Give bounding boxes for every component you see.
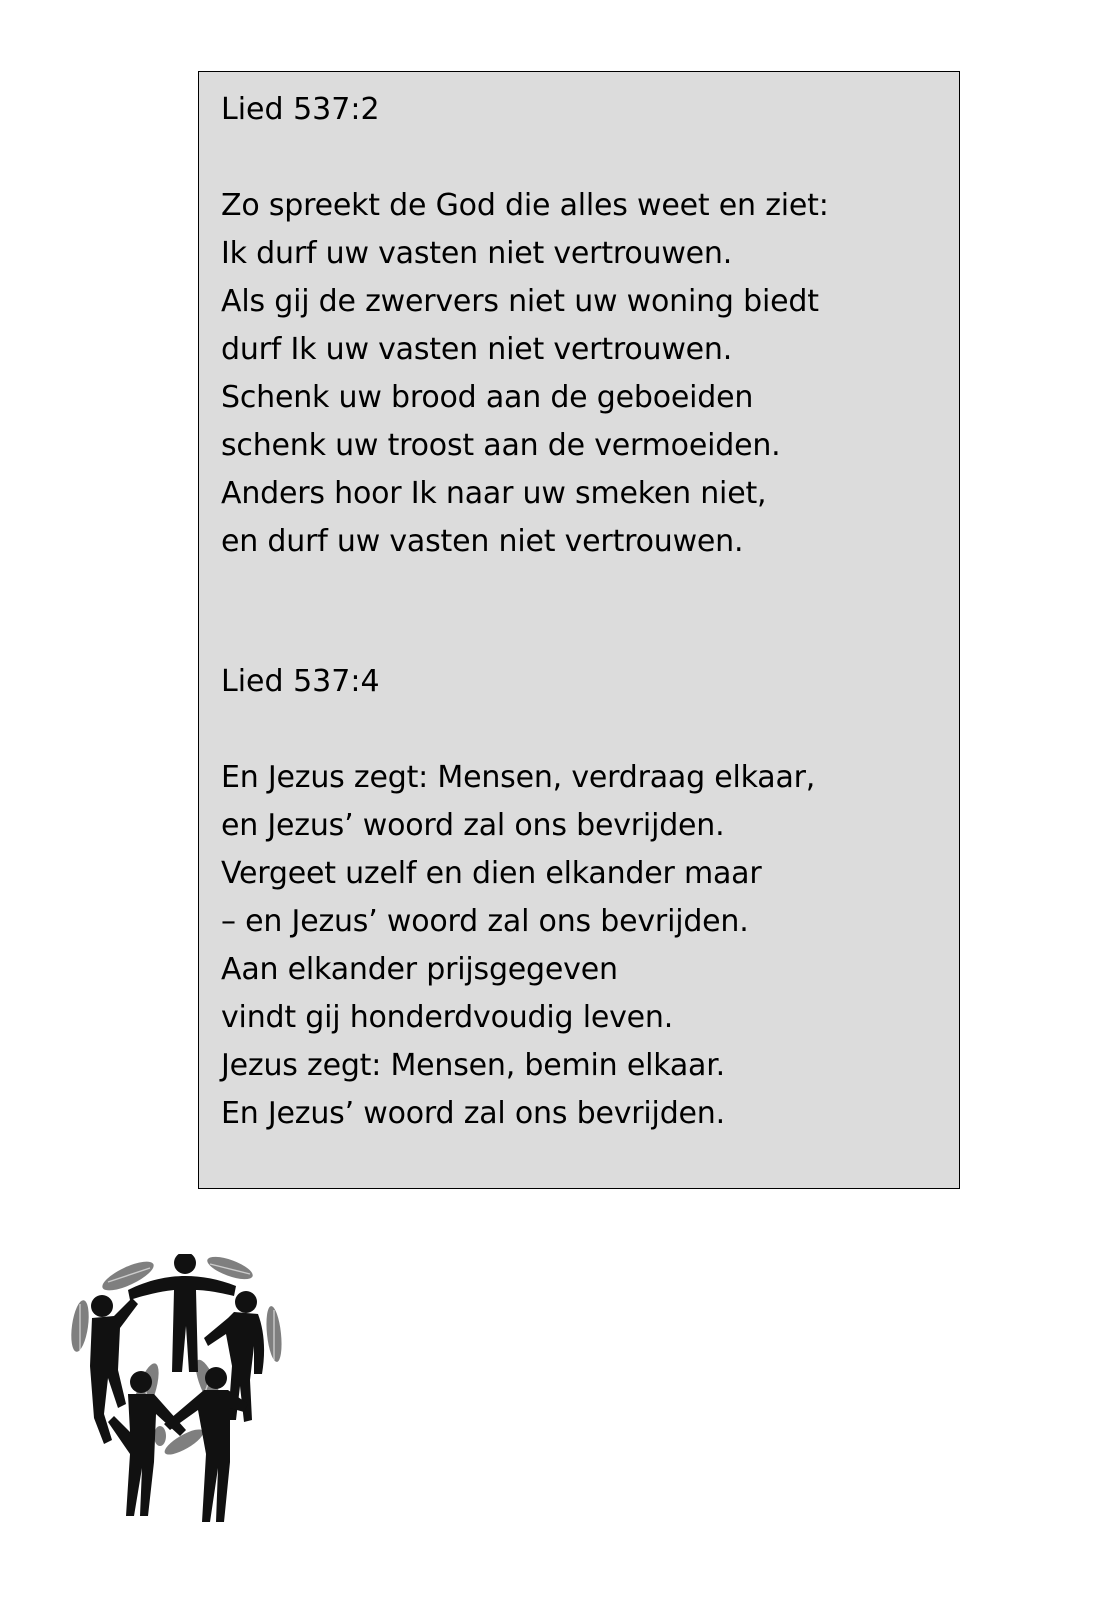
people-circle-icon [68,1254,286,1536]
stanza-heading: Lied 537:4 [221,664,380,699]
stanza-lines [221,754,959,1138]
stanza-line: Vergeet uzelf en dien elkander maar [221,856,762,891]
stanza-line: en durf uw vasten niet vertrouwen. [221,524,744,559]
stanza-line: vindt gij honderdvoudig leven. [221,1000,674,1035]
stanza-line: Aan elkander prijsgegeven [221,952,618,987]
stanza-line: schenk uw troost aan de vermoeiden. [221,428,781,463]
stanza-537-4 [221,658,959,1138]
stanza-line: En Jezus’ woord zal ons bevrijden. [221,1096,725,1131]
stanza-line: en Jezus’ woord zal ons bevrijden. [221,808,725,843]
stanza-line: Jezus zegt: Mensen, bemin elkaar. [221,1048,725,1083]
stanza-line: Schenk uw brood aan de geboeiden [221,380,754,415]
lyrics-box [198,71,960,1189]
stanza-line: durf Ik uw vasten niet vertrouwen. [221,332,733,367]
stanza-line: – en Jezus’ woord zal ons bevrijden. [221,904,749,939]
stanza-line: Ik durf uw vasten niet vertrouwen. [221,236,733,271]
stanza-lines [221,182,959,566]
stanza-line: Zo spreekt de God die alles weet en ziet: [221,188,829,223]
stanza-line: En Jezus zegt: Mensen, verdraag elkaar, [221,760,816,795]
stanza-heading: Lied 537:2 [221,92,380,127]
stanza-537-2 [221,86,959,566]
stanza-line: Anders hoor Ik naar uw smeken niet, [221,476,767,511]
stanza-line: Als gij de zwervers niet uw woning biedt [221,284,819,319]
